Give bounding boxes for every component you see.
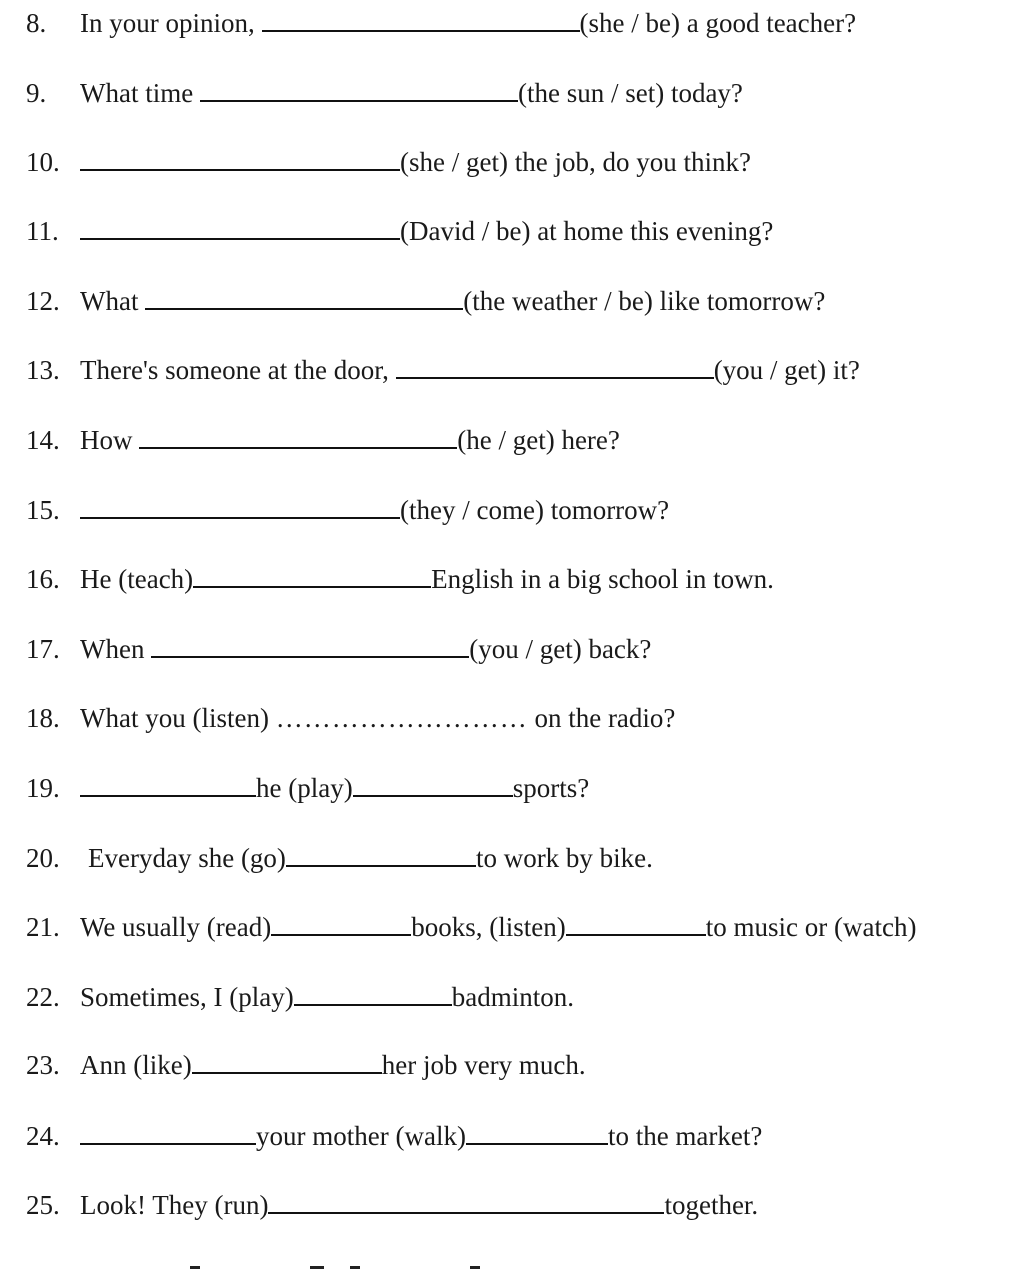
item-number: 15. xyxy=(26,495,60,525)
item-text: He (teach) xyxy=(80,564,194,594)
item-number: 21. xyxy=(26,912,60,942)
item-number: 16. xyxy=(26,564,60,594)
item-text: on the radio? xyxy=(534,703,676,733)
item-number: 9. xyxy=(26,78,47,108)
item-text: to work by bike. xyxy=(475,843,653,873)
item-text: (you / get) it? xyxy=(713,355,860,385)
exercise-item-16 xyxy=(26,559,774,599)
item-text: Sometimes, I (play) xyxy=(80,982,294,1012)
item-text: How xyxy=(80,425,133,455)
item-text: There's someone at the door, xyxy=(80,355,389,385)
dotted-answer-blank[interactable]: ……………………… xyxy=(275,703,528,733)
item-text: (you / get) back? xyxy=(469,634,652,664)
item-text: We usually (read) xyxy=(80,912,272,942)
item-text: (the sun / set) today? xyxy=(517,78,743,108)
item-number: 24. xyxy=(26,1121,60,1151)
exercise-item-14 xyxy=(26,420,620,460)
exercise-item-13 xyxy=(26,350,860,390)
exercise-item-10 xyxy=(26,142,751,182)
item-text: (he / get) here? xyxy=(457,425,620,455)
item-text: her job very much. xyxy=(381,1050,586,1080)
item-text: sports? xyxy=(512,773,590,803)
item-number: 18. xyxy=(26,703,60,733)
answer-blank[interactable] xyxy=(200,74,518,102)
exercise-item-23 xyxy=(26,1045,586,1085)
item-number: 14. xyxy=(26,425,60,455)
answer-blank[interactable] xyxy=(566,908,706,936)
item-text: to the market? xyxy=(607,1121,763,1151)
exercise-item-8 xyxy=(26,3,856,43)
answer-blank[interactable] xyxy=(192,1046,382,1074)
answer-blank[interactable] xyxy=(80,143,400,171)
exercise-item-25 xyxy=(26,1185,758,1225)
answer-blank[interactable] xyxy=(286,839,476,867)
item-number: 10. xyxy=(26,147,60,177)
item-text: books, (listen) xyxy=(411,912,566,942)
item-text: he (play) xyxy=(256,773,353,803)
exercise-item-24 xyxy=(26,1116,762,1156)
item-number: 19. xyxy=(26,773,60,803)
answer-blank[interactable] xyxy=(145,282,463,310)
item-text: (David / be) at home this evening? xyxy=(400,216,774,246)
answer-blank[interactable] xyxy=(139,421,457,449)
item-number: 25. xyxy=(26,1190,60,1220)
exercise-item-22 xyxy=(26,977,574,1017)
item-number: 20. xyxy=(26,843,60,873)
answer-blank[interactable] xyxy=(80,769,256,797)
answer-blank[interactable] xyxy=(80,212,400,240)
item-number: 17. xyxy=(26,634,60,664)
item-text: What time xyxy=(80,78,194,108)
item-text: (they / come) tomorrow? xyxy=(400,495,670,525)
answer-blank[interactable] xyxy=(80,1117,256,1145)
exercise-item-19 xyxy=(26,768,589,808)
answer-blank[interactable] xyxy=(193,560,431,588)
answer-blank[interactable] xyxy=(80,491,400,519)
item-text: Everyday she (go) xyxy=(88,843,286,873)
answer-blank[interactable] xyxy=(262,4,580,32)
exercise-item-9 xyxy=(26,73,743,113)
item-text: your mother (walk) xyxy=(256,1121,466,1151)
item-text: When xyxy=(80,634,145,664)
item-number: 23. xyxy=(26,1050,60,1080)
item-text: (she / be) a good teacher? xyxy=(579,8,857,38)
item-number: 12. xyxy=(26,286,60,316)
item-text: badminton. xyxy=(451,982,574,1012)
exercise-item-20 xyxy=(26,838,653,878)
answer-blank[interactable] xyxy=(268,1186,664,1214)
answer-blank[interactable] xyxy=(396,351,714,379)
exercise-item-12 xyxy=(26,281,825,321)
answer-blank[interactable] xyxy=(353,769,513,797)
item-text: to music or (watch) xyxy=(705,912,917,942)
exercise-item-17 xyxy=(26,629,651,669)
item-text: What you (listen) xyxy=(80,703,269,733)
cut-off-next-line xyxy=(120,1262,480,1278)
item-number: 13. xyxy=(26,355,60,385)
exercise-item-18 xyxy=(26,698,675,738)
item-text: English in a big school in town. xyxy=(431,564,774,594)
exercise-item-21 xyxy=(26,907,916,947)
answer-blank[interactable] xyxy=(151,630,469,658)
item-text: Look! They (run) xyxy=(80,1190,269,1220)
item-text: Ann (like) xyxy=(80,1050,192,1080)
exercise-item-11 xyxy=(26,211,773,251)
item-number: 22. xyxy=(26,982,60,1012)
item-number: 8. xyxy=(26,8,47,38)
item-text: What xyxy=(80,286,139,316)
exercise-item-15 xyxy=(26,490,669,530)
item-text: (the weather / be) like tomorrow? xyxy=(463,286,826,316)
item-number: 11. xyxy=(26,216,59,246)
answer-blank[interactable] xyxy=(466,1117,608,1145)
item-text: (she / get) the job, do you think? xyxy=(400,147,751,177)
answer-blank[interactable] xyxy=(294,978,452,1006)
item-text: together. xyxy=(664,1190,759,1220)
item-text: In your opinion, xyxy=(80,8,255,38)
answer-blank[interactable] xyxy=(271,908,411,936)
